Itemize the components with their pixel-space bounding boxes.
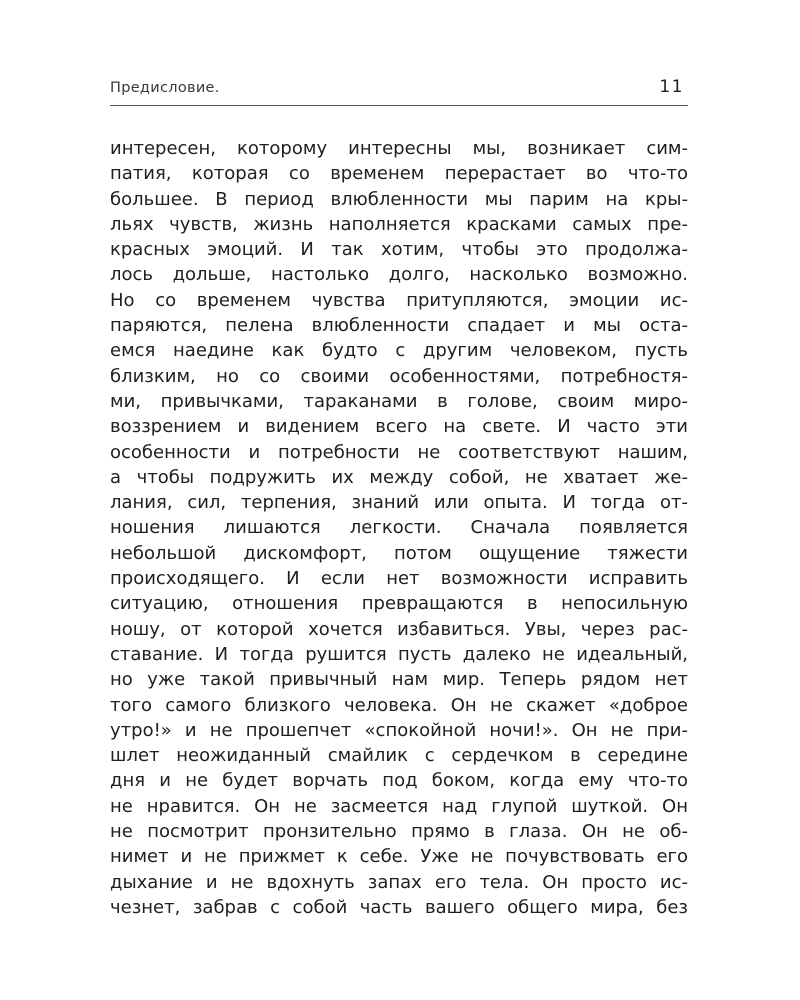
- text-line: интересен, которому интересны мы, возникает сим-: [110, 138, 688, 159]
- text-line: небольшой дискомфорт, потом ощущение тяжести: [110, 542, 688, 564]
- text-line: ношения лишаются легкости. Сначала появляется: [110, 517, 688, 539]
- text-line: дыхание и не вдохнуть запах его тела. Он просто ис-: [110, 871, 688, 893]
- running-header: [110, 78, 688, 100]
- text-line: ситуацию, отношения превращаются в непосильную: [110, 593, 688, 615]
- text-line: ставание. И тогда рушится пусть далеко не идеальный,: [110, 643, 688, 665]
- text-line: дня и не будет ворчать под боком, когда ему что-то: [110, 770, 688, 792]
- text-line: Но со временем чувства притупляются, эмоции ис-: [110, 289, 688, 311]
- body-text: [110, 136, 688, 920]
- text-line: не посмотрит пронзительно прямо в глаза. Он не об-: [110, 821, 688, 843]
- page-number: 11: [659, 77, 684, 97]
- text-line: чезнет, забрав с собой часть вашего общего мира, без: [110, 896, 688, 918]
- text-line: шлет неожиданный смайлик с сердечком в середине: [110, 745, 688, 767]
- text-line: емся наедине как будто с другим человеком, пусть: [110, 340, 688, 362]
- text-line: красных эмоций. И так хотим, чтобы это продолжа-: [110, 239, 688, 261]
- text-line: но уже такой привычный нам мир. Теперь рядом нет: [110, 669, 688, 691]
- text-line: большее. В период влюбленности мы парим на кры-: [110, 188, 688, 210]
- text-line: близким, но со своими особенностями, потребностя-: [110, 365, 688, 387]
- chapter-title: Предисловие.: [110, 80, 220, 96]
- text-line: ми, привычками, тараканами в голове, своим миро-: [110, 390, 688, 412]
- text-line: лания, сил, терпения, знаний или опыта. И тогда от-: [110, 492, 688, 514]
- text-line: ношу, от которой хочется избавиться. Увы, через рас-: [110, 618, 688, 640]
- text-line: патия, которая со временем перерастает во что-то: [110, 163, 688, 185]
- text-line: нимет и не прижмет к себе. Уже не почувствовать его: [110, 846, 688, 868]
- text-line: лось дольше, настолько долго, насколько возможно.: [110, 264, 688, 286]
- text-line: не нравится. Он не засмеется над глупой шуткой. Он: [110, 795, 688, 817]
- text-line: воззрением и видением всего на свете. И часто эти: [110, 416, 688, 438]
- text-line: а чтобы подружить их между собой, не хватает же-: [110, 466, 688, 488]
- text-line: утро!» и не прошепчет «спокойной ночи!». Он не при-: [110, 719, 688, 741]
- text-line: паряются, пелена влюбленности спадает и мы оста-: [110, 315, 688, 337]
- text-line: особенности и потребности не соответствуют нашим,: [110, 441, 688, 463]
- text-line: происходящего. И если нет возможности исправить: [110, 568, 688, 590]
- text-line: льях чувств, жизнь наполняется красками самых пре-: [110, 213, 688, 235]
- header-rule: [110, 105, 688, 106]
- text-line: того самого близкого человека. Он не скажет «доброе: [110, 694, 688, 716]
